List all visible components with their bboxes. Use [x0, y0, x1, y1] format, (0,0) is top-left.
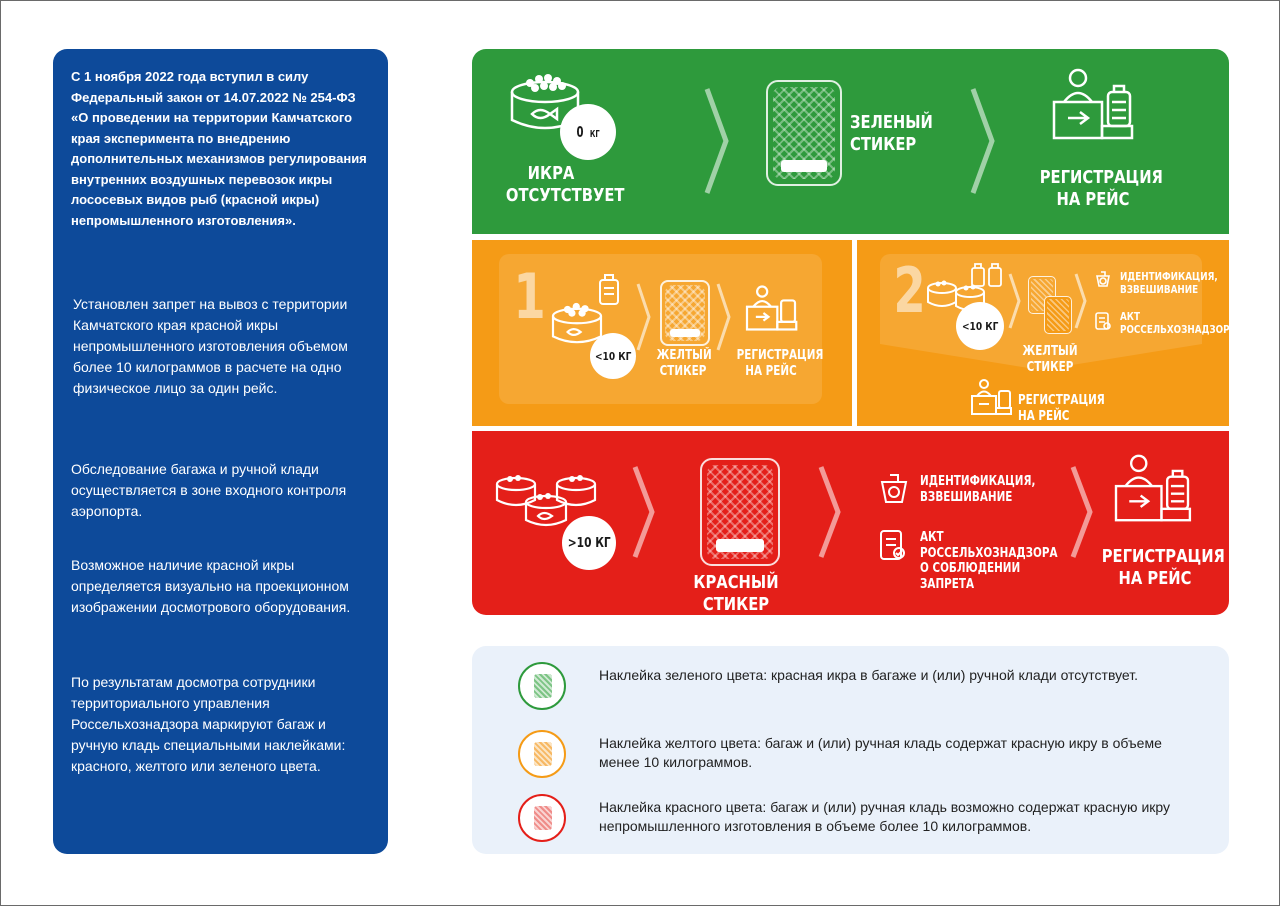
weight-value: >10 КГ [567, 535, 611, 551]
act-label: АКТ РОССЕЛЬХОЗНАДЗОРА О СОБЛЮДЕНИИ ЗАПРЕТА [920, 530, 1058, 592]
weight-value: 0 [576, 123, 584, 141]
chevron-right-icon [970, 86, 996, 196]
red-sticker-icon [518, 794, 566, 842]
weight-badge [956, 302, 1004, 350]
checkin-desk-icon [744, 284, 798, 332]
checkin-desk-icon [1112, 452, 1192, 524]
law-intro: С 1 ноября 2022 года вступил в силу Федеральный закон от 14.07.2022 № 254-ФЗ «О проведении на территории Камчатского края эксперимента по внедрению дополнительных механизмов регулирования внутренних воздушных перевозок икры лососевых видов рыб (красной икры) непромышленного изготовления». [71, 69, 367, 228]
weight-badge [562, 516, 616, 570]
yellow-sticker-icon [1044, 296, 1072, 334]
ident-label: ИДЕНТИФИКАЦИЯ, ВЗВЕШИВАНИЕ [920, 474, 1036, 505]
document-icon [1094, 311, 1112, 331]
chevron-right-icon [716, 282, 732, 352]
info-paragraph: Установлен запрет на вывоз с территории Камчатского края красной икры непромышленного изготовления объемом более 10 килограммов в расчете на одно физическое лицо за один рейс. [73, 296, 348, 396]
weight-unit: КГ [589, 129, 600, 140]
yellow-sticker-label: ЖЕЛТЫЙ СТИКЕР [1022, 344, 1078, 375]
legend-text: Наклейка желтого цвета: багаж и (или) ручная кладь содержат красную икру в объеме менее 10 килограммов. [599, 735, 1162, 770]
weight-badge [590, 333, 636, 379]
info-panel [53, 49, 388, 854]
yellow-sticker-label: ЖЕЛТЫЙ СТИКЕР [656, 348, 712, 379]
scales-icon [878, 472, 910, 504]
checkin-label: РЕГИСТРАЦИЯ НА РЕЙС [736, 348, 824, 379]
scales-icon [1094, 270, 1112, 288]
act-label: АКТ РОССЕЛЬХОЗНАДЗОРА [1120, 310, 1237, 337]
chevron-right-icon [632, 464, 656, 560]
step-number: 2 [893, 254, 926, 327]
document-icon [878, 528, 908, 562]
weight-value: <10 КГ [961, 319, 999, 333]
legend-item-green [472, 660, 1229, 720]
checkin-label: РЕГИСТРАЦИЯ НА РЕЙС [1039, 167, 1163, 210]
legend-item-yellow [472, 728, 1229, 788]
weight-value: <10 КГ [594, 349, 632, 363]
weight-badge [560, 104, 616, 160]
chevron-right-icon [636, 282, 652, 352]
green-sticker-icon [766, 80, 842, 186]
ident-label: ИДЕНТИФИКАЦИЯ, ВЗВЕШИВАНИЕ [1120, 270, 1218, 297]
legend-item-red [472, 792, 1229, 852]
chevron-right-icon [704, 86, 730, 196]
caviar-absent-label: ИКРА ОТСУТСТВУЕТ [505, 163, 625, 206]
green-sticker-icon [518, 662, 566, 710]
chevron-right-icon [818, 464, 842, 560]
step-number: 1 [513, 260, 546, 333]
checkin-label: РЕГИСТРАЦИЯ НА РЕЙС [1101, 546, 1225, 589]
checkin-label: РЕГИСТРАЦИЯ НА РЕЙС [1018, 393, 1105, 424]
red-sticker-label: КРАСНЫЙ СТИКЕР [693, 572, 779, 615]
chevron-right-icon [1070, 464, 1094, 560]
yellow-sticker-icon [518, 730, 566, 778]
yellow-sticker-icon [660, 280, 710, 346]
info-paragraph: Возможное наличие красной икры определяется визуально на проекционном изображении досмотрового оборудования. [71, 557, 351, 615]
checkin-desk-icon [1050, 66, 1134, 142]
red-sticker-icon [700, 458, 780, 566]
sticker-legend [472, 646, 1229, 854]
chevron-right-icon [1074, 272, 1088, 330]
info-paragraph: Обследование багажа и ручной клади осуществляется в зоне входного контроля аэропорта. [71, 461, 347, 519]
green-sticker-label: ЗЕЛЕНЫЙ СТИКЕР [850, 112, 933, 155]
legend-text: Наклейка зеленого цвета: красная икра в багаже и (или) ручной клади отсутствует. [599, 667, 1139, 683]
checkin-desk-icon [970, 378, 1012, 416]
chevron-right-icon [1008, 272, 1022, 330]
info-paragraph: По результатам досмотра сотрудники территориального управления Россельхознадзора маркируют багаж и ручную кладь специальными наклейками: красного, желтого или зеленого цвета. [71, 674, 346, 774]
legend-text: Наклейка красного цвета: багаж и (или) ручная кладь возможно содержат красную икру непромышленного изготовления в объеме более 10 килограммов. [599, 799, 1171, 834]
